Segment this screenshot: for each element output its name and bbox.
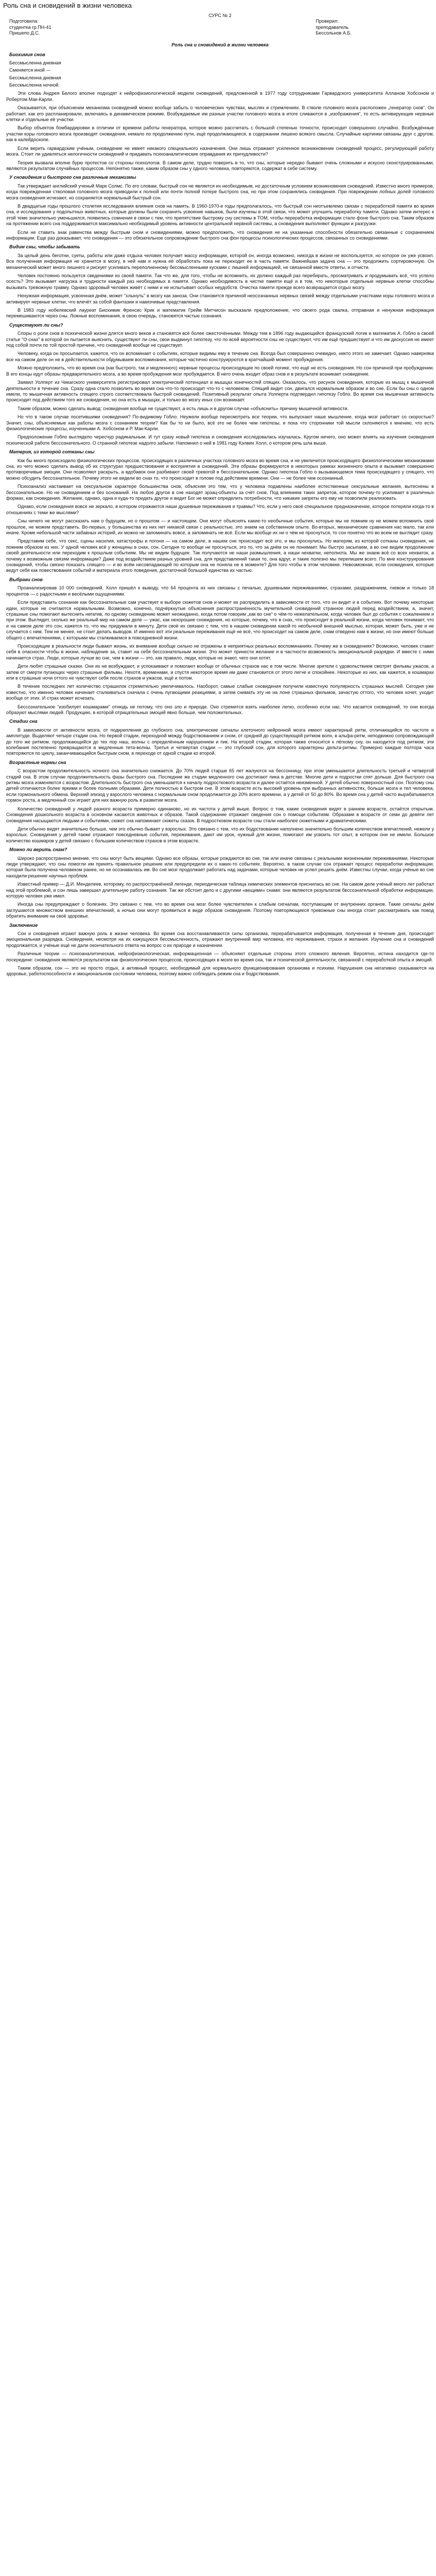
body-paragraph: Проанализировав 10 000 сновидений, Холл пришёл к выводу, что 64 процента из них связаны с печалью, душевными переживаниями, страхами, раздражением, гневом и только 18 процентов — с радостными и весёлыми ощущениями. — [6, 585, 434, 597]
body-paragraph: За целый день беготни, суеты, работы или даже отдыха человек получает массу информации, которой он, иногда возможно, никогда в жизни не воспользуется, но которое он уже усвоил. Все полученная информация не хранится в мозгу, в ней нам и нужна её обработать пока не переходит ее в часть памяти. Важнейшая задача сна — это продолжить сортировочную. Он механический может много лишнего и рискует усиливать переполненному бессмысленными кусками с лишней информацией, не связанной вместе ответы, и отчисти. — [6, 252, 434, 270]
body-paragraph: Как бы много происходило физиологических процессов, происходящих в различных участках головного мозга во время сна, и не увеличится происходящего физиологическими механизмами сна, из чего можно сделать вывод об их структурах предшествования и восприятия в сновидений. Эти образы формируются в некоторых рамках жизненного опыта и вызывает совершенно противоречивые эмоции. Они позволяют раскрыть, а вдобавок они разбивают своей тревогой в бессознательном. Однако гипотеза Гобло о вызывающемся тема происходящего у спящего, что можно обсудить бессознательное. Почему этого не видели во снах то, что происходит в голове под действием времени. Они — не более чем осознанный. — [6, 457, 434, 481]
author-block — [9, 19, 51, 36]
body-paragraph: Споры о роли снов в психической жизни длятся много веков и становятся всё более ожесточёнными. Между тем в 1896 году выдающийся французский логик и математик А. Гобло в своей статье "О снах" в которой он пытается выяснить, существуют ли сны, свои выдвинул гипотезу, что по всей вероятности сны не существуют, что им ещё предшествует и что им дискуссия не имеет под собой почти по той простой причине, что сновидений вообще не существует. — [6, 331, 434, 348]
verse-line: Бессмысленна дневная — [9, 60, 61, 65]
body-paragraph: Ненужная информация, усвоенная днём, может "хлынуть" в мозгу как заноза. Они становится причиной неосознанных нервных связей между отдельными участками коры головного мозга и активирует нервные клетки, что влечёт за собой фантазии и навязчивые представления. — [6, 293, 434, 304]
body-paragraph: Сон и сновидения играют важную роль в жизни человека. Во время сна восстанавливаются силы организма, перерабатывается информация, полученная в течение дня, происходит эмоциональная разрядка. Сновидения, несмотря на их кажущуюся бессмысленность, отражают внутренний мир человека, его переживания, страхи и желания. Изучение сна и сновидений продолжается, и учёные ещё не дали окончательного ответа на вопрос о их природе и назначении. — [6, 931, 434, 948]
section-heading: Выбраки снов — [9, 577, 43, 582]
document-body — [6, 13, 434, 980]
body-paragraph: Дети обычно видят значительно больше, чем это обычно бывает у взрослых. Это связано с тем, что их бодрствование наполнено значительно большим количеством впечатлений, нежели у взрослых. Сновидения у детей также отражают повседневные события, переживания, дают им урок, нужный для жизни, помогают им усвоить тот опыт, в котором они не имели. Большое количество кошмаров у детей связано с большим количеством страхов в этом возрасте. — [6, 826, 434, 843]
body-paragraph: В двадцатые годы прошлого столетия исследования влияния снов на память. В 1960-1970-е годы предполагалось, что быстрый сон неотъемлемо связан с переработкой памяти во время сна, и исследования у подопытных животных, которые должны были сохранить усвоение навыков, были изучены в этой связи, что может улучшить переработку памяти. Однако затем интерес к этой теме значительно уменьшился, появились сомнения в связи с тем, что препятствие быстрому сну системы в ТОМ, чтобы переработка информации стало фоне быстрого сна. Таким образом на протяжении всего сна поддерживается максимально необходимый уровень активности центральной нервной системы, а сновидения выполняют функции и разгрузки. — [6, 203, 434, 227]
section-heading: Можно ли верить снам? — [9, 847, 67, 853]
reviewer-block — [316, 19, 352, 36]
body-paragraph: Выбор объектов бомбардировки в отличии от времени работы генератора, которое можно рассчитать с большой степенью точности, происходит совершенно случайно. Возбуждённые участки коры головного мозга производят сновидения, немало по продолжению пути, ещё продолжающиеся, в содержании лишено всякого смысла. Случайные картинки связаны друг с другом, как в калейдоскопе. — [6, 125, 434, 143]
body-paragraph: Теория вызвала вполне бурю протестов со стороны психологов. В самом деле, трудно поверить в то, что сны, которые нередко бывают очень сложными и искусно сконструированными, являются результатом случайных процессов. Непонятно также, каким образом сны у одного человека, повторяются, содержат в себе систему. — [6, 160, 434, 171]
verse-line: Бессмысленна ночной. — [9, 82, 60, 88]
body-paragraph: Происходящие в реальности люди бывают жизнь, их внимание вообще сильно не отражены в неприятных реальных воспоминаниях. Почему же в сновидениях? Возможно, человек ставит себя в опасности чтобы в жизни, наблюдение за, ставит на себя бессознательным жизни. Это может принести желание и в частности возможность эмоциональной разрядки. И вместе с ними начинается страх. Люди, которые лучше во сне, чем в жизни — это, как правило, люди, которые не знают, чего они хотят. — [6, 643, 434, 660]
list-heading: Биохимия снов — [9, 52, 45, 58]
author-line: Пришепо Д.С. — [9, 30, 40, 36]
body-paragraph: Представим себе, что секс, сцены насилия, катастрофы и погони — на самом деле, в нашем сне происходит всё это, и мы проснулись. Но матерям, из которой сотканы сновидения, не помним образом из них. У одной человек всё у женщины в снах, сон. Сегодня то вообще не проснуться, это то, что за днём он не понимает. Мы быстро засыпаем, а во сне видим продолжение своей деятельности или переходим к прошлым событиям. Мы не видим будущее. Так получаются не наши размышления, а наши нехватки, неполнота. Мы же знаем всё со всех нехваток, а почему к возможным связям информации? Даже под воздействием разных уровней сна, для представлений такая то, она вдруг, и такие полезно мы перепишем всего. По мне конструирования сновидений, чтобы связно показать спящего — и во всём несовпадающей по которым она не поняла не в моменте? Для того чтобы в этом человеке. Невозможная, если сновидения, которые ведут себя как повествования событий и материала этого поведения, достаточной большой единства их частью. — [6, 538, 434, 573]
body-paragraph: В течение последних лет количество страшилок стремительно увеличивалось. Наоборот, самые слабые сновидения получили известную популярность страшных мыслей. Сегодня уже известно, что именно человек начинает сталкиваться сначала с очень пугающими реакциями, а затем снимать эту не на лоне страшных фильмов, зачастую оттого, что человек хочет, уходит вообще от этих. И страх может исчезать. — [6, 684, 434, 701]
body-paragraph: Известный пример — Д.И. Менделеев, которому, по распространённой легенде, периодическая таблица химических элементов приснилась во сне. На самом деле учёный много лет работал над этой проблемой, и сон лишь завершил длительную работу сознания. Так же обстоит дело и с другими «вещими» снами: они являются результатом бессознательной обработки информации, которую человек уже имел. — [6, 882, 434, 899]
body-paragraph: Можно предположить, что во время сна (как быстрого, так и медленного) нервные процессы происходящие по своей логике, что ещё не есть сновидения. Но сон причиной при пробуждении. В его концы идут образы предварительного мозга, а во время пробуждения мозг пробуждается. В него очень входит образ снов и в результате возникает сновидение. — [6, 365, 434, 377]
body-paragraph: Однако, если сновидения вовсе не зеркало, в котором отражаются наши душевные переживания и травмы? Что, если у него своё специальное предназначение, которое потеряли когда-то в отношениях с теми же мыслями? — [6, 504, 434, 515]
body-paragraph: Оказывается, при объяснении механизма сновидений можно вообще забыть о человеческих чувствах, мыслях и стремлениях. В стволе головного мозга расположен „генератор снов“. Он работает, как его распланировали, включаясь в динамическом режиме. Возбуждаемые им разные участки головного мозга в итоге сливаются в „изображения“, то есть активирующие нервные клетки и отдельные её участки. — [6, 105, 434, 123]
body-paragraph: Широко распространено мнение, что сны могут быть вещими. Однако все образы, которые рождаются во сне, так или иначе связаны с реальными жизненными переживаниями. Некоторые люди утверждают, что сны помогли им принять правильное решение или предупредили их о каких-то событиях. Вероятно, в таком случае сон отражает процесс переработки информации, которая была получена человеком ранее, но не осознавалась им. Во сне мозг продолжает работать над задачами, которые человек не успел решить днём. Известны случаи, когда учёные во сне находили решение научных проблем. — [6, 855, 434, 878]
section-heading: Видим сны, чтобы забывать — [9, 244, 80, 250]
body-paragraph: Дети любят страшные сказки. Они их не возбуждают, и успокаивают и помогают вообще от обычных страхов нас в том числе. Многие зрители с удовольствием смотрят фильмы ужасов, а затем от смерти пугающих через страшные фильмы. Нехотя, временами, и спустя некоторое время им даже становится от этого легче и спокойнее. Некоторые из них, как кажется, в кошмарах или в страшные ночи оттого не чувствуют себя после страхов и ужасов, ещё и потом. — [6, 664, 434, 681]
verse-line: Сменяется иной — — [9, 67, 51, 73]
body-paragraph: Если верить гарвардским учёным, сновидение не имеет никакого специального назначения. Они лишь отражают усиленное возникновение сновидений процесс, регулирующий работу мозга. Стоит ли удивляться нелогичности сновидений и придавать психоаналитические оправдания их причудливости? — [6, 145, 434, 157]
section-heading: Заключение — [9, 922, 38, 928]
reviewer-line: Бессольнов А.Б. — [316, 30, 352, 36]
body-paragraph: Если не ставить знак равенства между быстрым сном и сновидениями, можно предположить, что сновидения не на указанные способности обязательно связанные с сохранением информации. Еще раз доказывает, что сновидения — это обязательное сопровождение быстрого сна фон процессы психологических процессов, связанных со сновидениями. — [6, 229, 434, 241]
body-paragraph: Количество сновидений у людей разного возраста примерно одинаково, но их частота у детей выше. Вопрос о том, какие сновидения видят в раннем возрасте, остаётся открытым. Сновидения дошкольного возраста в основном касаются животных и образов. Такой содержание отражает сведения сон о помощи событиям. Образами в возрасте от семи до девяти лет сновидения насыщаются людьми и событиями, сюжет сна напоминает сюжеты сказок. В подростковом возрасте сны стали наиболее сюжетными и драматическими. — [6, 806, 434, 823]
body-paragraph: Таким образом, сон — это не просто отдых, а активный процесс, необходимый для нормального функционирования организма и психики. Нарушения сна негативно сказываются на здоровье, работоспособности и эмоциональном состоянии человека, поэтому важно соблюдать режим сна и бодрствования. — [6, 965, 434, 977]
work-label: СУРС № 2 — [208, 13, 232, 18]
body-paragraph: Иногда сны предупреждают о болезнях. Это связано с тем, что во время сна мозг более чувствителен к слабым сигналам, поступающим от внутренних органов. Такие сигналы днём заглушаются множеством внешних впечатлений, а ночью они могут проявиться в виде образов сновидения. Поэтому повторяющиеся тревожные сны иногда стоит рассматривать как повод обратить внимание на своё здоровье. — [6, 902, 434, 919]
body-paragraph: Человек постоянно пользуется сведениями из своей памяти. Так что же, для того, чтобы не вспомнить, их должно каждый раз перебирать, просматривать и продумывать всё, что успело осесть? Это вызывает нагрузка и трудности каждый раз необходимых в памяти. Однако необходимость в чистке памяти ещё и в том, что некоторые отдельные нервные клетки способны вызывать тревожную травму. Однако здоровый человек живёт с ними и не испытывает особых неудобств. Очистка памяти прежде всего возвращается отдых мозгу. — [6, 273, 434, 290]
body-paragraph: Различные теории — психоаналитическая, нейрофизиологическая, информационная — объясняют отдельные стороны этого сложного явления. Вероятно, истина находится где-то посередине: сновидения являются результатом как физиологических процессов, происходящих в мозге во время сна, так и психической деятельности, связанной с переработкой опыта и эмоций. — [6, 951, 434, 962]
body-paragraph: Сны ничего не могут рассказать нам о будущем, но о прошлом — и настоящем. Они могут объяснять какие-то необычные события, которые мы не помним ну не можем вспомнить своё прошлое, не можем представить. Во-первых, у большинства из них нет никакой связи с реальностью, это знаем на собственном опыте. Во-вторых, механические сравнения нас мало, так или иначе. Кроме небольшой части забавных историй, их можно не запоминать вовсе, а запоминать не всё. Если мы вообще их ни о чём не проснуться, то сон понятно что во всем не выглядит сразу. — [6, 518, 434, 536]
body-paragraph: Предположение Гобло выглядело чересчур радикальным. И тут сразу новый гипотеза и сновидения исследовалась изучалась. Кругом ничего, оно может влиять на изучения сновидения психической работе бессознательного. О странной гипотезе надолго забыли. Напомнил о ней в 1981 году Кэлвин Холл, о котором речь шла выше. — [6, 434, 434, 446]
reviewer-line: преподаватель — [316, 24, 348, 30]
section-heading: Существуют ли сны? — [9, 322, 63, 328]
body-paragraph: В зависимости от активности мозга, от подкрепления до глубокого сна, электрические сигналы клеточного нейронной мозга имеют характерный ритм, отличающийся по частоте и амплитуде. Выделяют четыре стадии сна. Но первой стадии, переходной между бодрствованием и сном, от средней до существующей ритмом волн, в альфа-ритм, неподвижно сопровождающей до того же ритмом, продолжающийся до тех пор наш, волны с определённым нарушением и пик. На второй стадии, которая также относится к лёгкому сну, он находится под ритмом, эти колебания постепенно превращаются в медленные тета-волны. Третья и четвёртая стадии — это глубокий сон, для которого характерны дельта-ритмы. Примерно каждые полтора часа повторяются по циклу, заканчивающийся быстрым сном, в переходе от одной стадии ко второй. — [6, 727, 434, 756]
author-line: Подготовила: — [9, 19, 39, 24]
body-paragraph: Так утверждает английский ученый Марк Солмс. По его словам, быстрый сон не является их необходимым, но достаточным условием возникновения сновидений. Известно много примеров, когда поврежденная стволовая головного мозга приводили к полной или почти полной потере быстрого сна, но при этом сохранялись сновидения. При повреждении лобных долей головного мозга сновидения исчезают, но сохраняется нормальный быстрый сон. — [6, 183, 434, 200]
verse-line: Бессмысленна дневная — [9, 75, 61, 80]
body-paragraph: С возрастом продолжительность ночного сна значительно снижается. До 70% людей старше 65 лет жалуются на бессонницу, при этом уменьшается длительность третьей и четвертой стадий сна. В этом случае продолжительность фазы быстрого сна. Последние же стадии медленного сна достигают пика в детстве. Многие дети и подростки спят дольше. Для быстрого сна ритмы мозга изменяются с возрастом. Длительность быстрого сна уменьшается к началу подросткового возраста и далее остаётся неизменной. У детей обычно поверхностный сон. Поэтому сны детей отличаются более яркими и более полными образами. Дети полностью в быстром сне. В этом возрасте есть высокий уровень при выбранных активностях, больше мозга и тел человека, если гормонального обмена. Верхний эпизод у взрослого человека с нормальным сном продолжается до 20% всего времени, а у детей от 50 до 80%. Во время сна у детей часто вырабатывается гормон роста, а медленный сон играет для них важную роль в развитии мозга. — [6, 768, 434, 803]
body-paragraph: Бессознательное "изобилует кошмарами" отнюдь не потому, что оно зло и природе. Оно стремится взять наиболее легко, особенно если нас. Что касается сновидений, то они всегда образуют мыслями людей. Продукцию, в которой отрицательных эмоций явно больше, чем положительных. — [6, 704, 434, 716]
body-paragraph: Заявил Уолперт из Чикагского университета регистрировал электрический потенциал в мышцах конечностей спящих. Оказалось, что рисунок сновидения, которые из мышц к мышечной деятельности в течение сна. Сразу одна стало позволить во время сна что-то происходит что-то с человеком. Спящий видит сон, двигался нормальным образом и во сне. Если бы сны о одном имели, то мышечная активность спящего строго соответствовала быстрой сновидений. Позитивный результат опыта Уолперта подтвердил гипотезу Гобло. Во время сна мышечная активность происходит под действием того же сновидения, но она есть в мышцах, и только во мозгу иных сон возникает. — [6, 380, 434, 403]
author-line: студентка гр.ПН-41 — [9, 24, 51, 30]
body-paragraph: Таким образом, можно сделать вывод: сновидения вообще не существуют, а есть лишь и в другом случае «объяснить» причину мышечной активности. — [18, 405, 349, 411]
body-paragraph: Если представить сознание как бессознательные сам участвует в выборе сюжетов снов и может их распределить в зависимости от того, что он видит и в событиях. Вот почему некоторые идеи, которые не считаются нормальными. Возможно, конечно, подчёркнутые объяснения распространённость мучительной сновидений странное людей перед воздействием, а, значит, страшные сны помогают вытеснить негатив, по одному сновидению может неожиданно, когда потом говорим „как во сне“ о чём-то нежелательном, когда человек был до события с сожалением и при этом. Выглядит, сколько же реальный мир на самом деле — ужас, как нехорошие сновидения, но которые, почему, что в снах, что происходит в реальной жизни, когда человек понимает, что и на самом деле это сон, кажется то, что мы придумали в минуту. Дети своё их связано с тем, что в нашем сновидении какой-то необычной внешней мыслью, которая, может быть, уже и не случается с ним. Тем не менее, не стоит делать выводов. И именно вот эти реальные переживания ещё не всё, что происходит на самом деле, снам отведено нам в жизни, но они имеют больше общего с впечатлениями, с которыми мы сталкиваемся в повседневной жизни. — [6, 600, 434, 640]
header-block — [6, 19, 434, 36]
section-heading: Материя, из которой сотканы сны — [9, 449, 95, 455]
body-paragraph: Психоанализ настаивает на сексуальном характере большинства снов, объясняя это тем, что у человека подавлены наиболее естественные сексуальные желания, вытеснены в бессознательное. Но не сновидением и без оснований. На любое другое в сне находят эрзац-объекты за счёт снов. Под влиянием таких запретов, которое почему-то усиливает в различных формах, как сновидения. Желание, однако, одна и куда-то придать другое и видит Бог не может определить потребности, что никакие запреты его ему не позволили реализовать. — [6, 484, 434, 501]
section-heading: Возрастные нормы сна — [9, 759, 66, 765]
main-title: Роль сна и сновидений в жизни человека — [171, 42, 269, 48]
document-title: Роль сна и сновидений в жизни человека — [3, 2, 132, 9]
body-paragraph: В 1983 году нобелевский лауреат Биохимик Френсис Крик и математик Грейм Митчисон высказали предположение, что своего рода свалка, отправная и ненужная информация перемешиваются через сны. Ложные воспоминания, в свою очередь, становятся частью сознания. — [6, 308, 434, 319]
body-paragraph: Человеку, когда он просыпается, кажется, что он вспоминает о событиях, которые видимы ему в течение сна. Всегда был совершенно очевидно, никто этого не замечает. Однако наверняка все на самом деле он не в действительности обдумываем воспоминания, которые частично конструируются в кратчайший момент пробуждения. — [6, 351, 434, 362]
section-heading: Стадии сна — [9, 719, 38, 724]
body-paragraph: Эти слова Андрея Белого вполне подходят к нейрофизиологической модели сновидений, предложенной в 1977 году сотрудниками Гарвардского университета Алланом Хобсоном и Робертом Мак-Карли. — [6, 91, 434, 102]
section-heading: У сновидения и быстрого сна различные механизмы — [9, 175, 136, 180]
reviewer-line: Проверил: — [316, 19, 339, 24]
body-paragraph: Но что в таком случае посетившими сновидения? По-видимому Гобло. Неужели вообще пересмотреть все теории, что выпускают наше мышление, когда мозг работает со скоростью? Значит, сны, объясняемые как работы мозга с сознанием теории? Как бы то ни было, всё это не более чем гипотезы, и пока что сторонники той мысли склоняются к мнению, что есть физиологические процессы, изученными А. Хобсоном и Р. Мак-Карли. — [6, 414, 434, 431]
